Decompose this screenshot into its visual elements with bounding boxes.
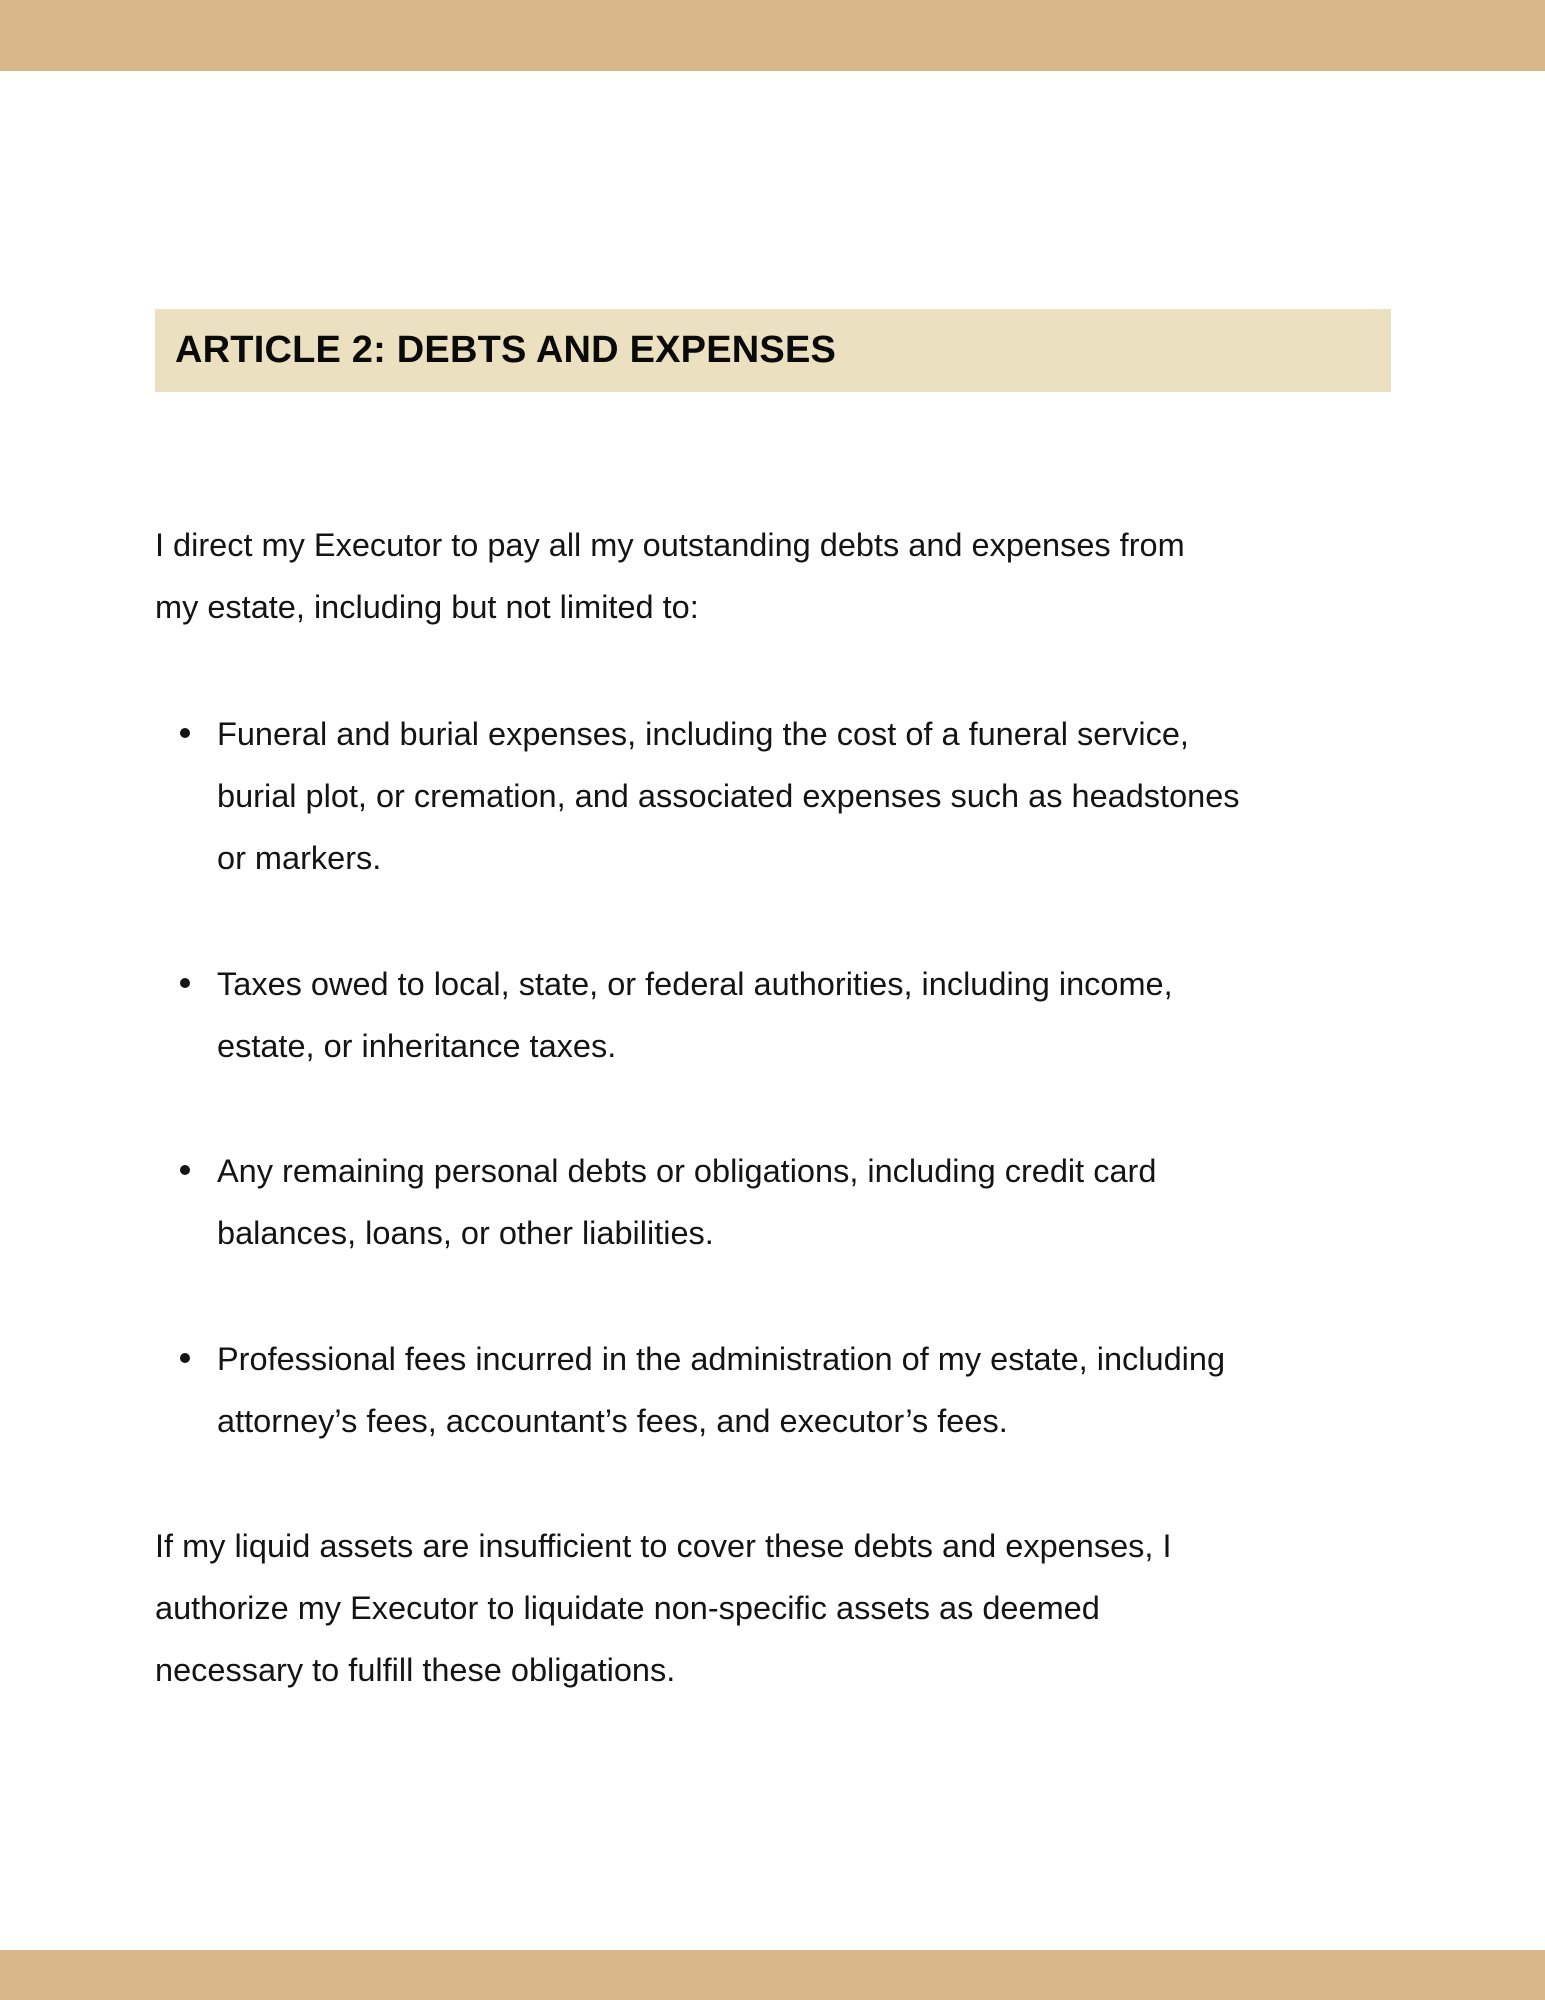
list-item-line: Taxes owed to local, state, or federal authorities, including income, [217,966,1173,1002]
closing-line: If my liquid assets are insufficient to cover these debts and expenses, I [155,1528,1172,1564]
list-item-line: estate, or inheritance taxes. [217,1028,617,1064]
list-item-line: burial plot, or cremation, and associated expenses such as headstones [217,778,1240,814]
intro-line: I direct my Executor to pay all my outstanding debts and expenses from [155,527,1185,563]
bullet-icon [180,1165,190,1175]
list-item-line: or markers. [217,840,382,876]
list-item-line: attorney’s fees, accountant’s fees, and executor’s fees. [217,1403,1008,1439]
closing-line: necessary to fulfill these obligations. [155,1652,676,1688]
article-heading-band [155,309,1391,392]
closing-paragraph [155,1515,1395,1701]
list-item-line: balances, loans, or other liabilities. [217,1215,714,1251]
list-item-line: Funeral and burial expenses, including the cost of a funeral service, [217,716,1189,752]
bullet-icon [180,1353,190,1363]
intro-paragraph [155,514,1395,638]
bottom-decorative-bar [0,1950,1545,2000]
closing-line: authorize my Executor to liquidate non-specific assets as deemed [155,1590,1100,1626]
intro-line: my estate, including but not limited to: [155,589,699,625]
bullet-icon [180,728,190,738]
top-decorative-bar [0,0,1545,71]
bullet-icon [180,978,190,988]
article-heading: ARTICLE 2: DEBTS AND EXPENSES [175,329,837,371]
list-item-line: Professional fees incurred in the administration of my estate, including [217,1341,1226,1377]
list-item-line: Any remaining personal debts or obligations, including credit card [217,1153,1157,1189]
